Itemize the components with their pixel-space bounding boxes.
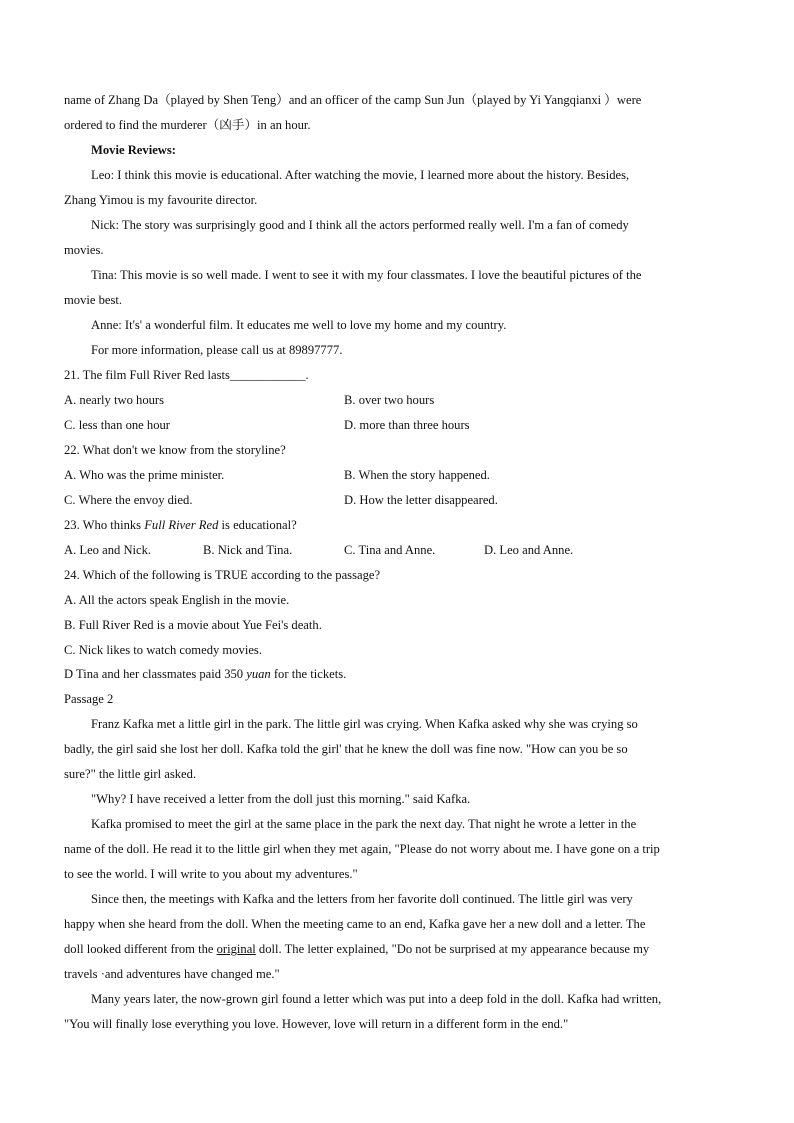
passage2-p4-line-4: travels ·and adventures have changed me." (64, 967, 280, 981)
review-leo-line-2: Zhang Yimou is my favourite director. (64, 193, 258, 207)
review-anne: Anne: It's' a wonderful film. It educates me well to love my home and my country. (91, 318, 507, 332)
q23-stem-post: is educational? (218, 518, 297, 532)
p4-line-3-pre: doll looked different from the (64, 942, 217, 956)
q24-option-b: B. Full River Red is a movie about Yue Fei's death. (64, 618, 322, 632)
review-tina-line-1: Tina: This movie is so well made. I went to see it with my four classmates. I love the beautiful pictures of the (91, 268, 642, 282)
passage2-p3-line-1: Kafka promised to meet the girl at the same place in the park the next day. That night he wrote a letter in the (91, 817, 637, 831)
passage1-line-1: name of Zhang Da（played by Shen Teng）and an officer of the camp Sun Jun（played by Yi Yangqianxi ）were (64, 93, 642, 107)
question-21-stem: 21. The film Full River Red lasts____________. (64, 368, 309, 382)
passage2-p4-line-3 (64, 940, 728, 958)
question-22-options-row-2 (64, 491, 728, 509)
q24-option-c: C. Nick likes to watch comedy movies. (64, 643, 262, 657)
q24-option-d-pre: D Tina and her classmates paid 350 (64, 667, 247, 681)
q24-option-d (64, 665, 728, 683)
passage2-p1-line-3: sure?" the little girl asked. (64, 767, 197, 781)
passage2-title: Passage 2 (64, 692, 114, 706)
review-nick-line-2: movies. (64, 243, 104, 257)
q23-option-b: B. Nick and Tina. (203, 543, 293, 557)
q22-option-c: C. Where the envoy died. (64, 493, 193, 507)
review-nick-line-1: Nick: The story was surprisingly good and I think all the actors performed really well. I'm a fan of comedy (91, 218, 629, 232)
q23-option-a: A. Leo and Nick. (64, 543, 152, 557)
q21-option-c: C. less than one hour (64, 418, 170, 432)
passage1-line-2: ordered to find the murderer（凶手）in an hour. (64, 118, 311, 132)
passage2-p1-line-1: Franz Kafka met a little girl in the park. The little girl was crying. When Kafka asked why she was crying so (91, 717, 638, 731)
passage2-p5-line-2: "You will finally lose everything you love. However, love will return in a different form in the end." (64, 1017, 569, 1031)
p4-line-3-post: doll. The letter explained, "Do not be surprised at my appearance because my (255, 942, 650, 956)
question-21-options-row-1 (64, 391, 728, 409)
q21-option-a: A. nearly two hours (64, 393, 165, 407)
passage2-p1-line-2: badly, the girl said she lost her doll. Kafka told the girl' that he knew the doll was fine now. "How can you be so (64, 742, 628, 756)
contact-info: For more information, please call us at 89897777. (91, 343, 343, 357)
passage2-p4-line-2: happy when she heard from the doll. When the meeting came to an end, Kafka gave her a new doll and a letter. The (64, 917, 646, 931)
reviews-heading: Movie Reviews: (91, 143, 176, 157)
underlined-word-original: original (216, 942, 256, 956)
q24-option-d-italic: yuan (246, 667, 271, 681)
q23-stem-title: Full River Red (144, 518, 219, 532)
review-tina-line-2: movie best. (64, 293, 123, 307)
question-24-stem: 24. Which of the following is TRUE according to the passage? (64, 568, 381, 582)
passage2-p2: "Why? I have received a letter from the doll just this morning." said Kafka. (91, 792, 471, 806)
question-22-options-row-1 (64, 466, 728, 484)
q22-option-d: D. How the letter disappeared. (344, 493, 498, 507)
q23-stem-pre: 23. Who thinks (64, 518, 145, 532)
q22-option-a: A. Who was the prime minister. (64, 468, 225, 482)
passage2-p3-line-2: name of the doll. He read it to the little girl when they met again, "Please do not worry about me. I have gone on a trip (64, 842, 660, 856)
q24-option-d-post: for the tickets. (270, 667, 347, 681)
passage2-p3-line-3: to see the world. I will write to you about my adventures." (64, 867, 358, 881)
q21-option-d: D. more than three hours (344, 418, 470, 432)
passage2-p4-line-1: Since then, the meetings with Kafka and the letters from her favorite doll continued. The little girl was very (91, 892, 633, 906)
question-22-stem: 22. What don't we know from the storyline? (64, 443, 286, 457)
q21-option-b: B. over two hours (344, 393, 435, 407)
question-21-options-row-2 (64, 416, 728, 434)
q23-option-c: C. Tina and Anne. (344, 543, 436, 557)
q24-option-a: A. All the actors speak English in the movie. (64, 593, 290, 607)
q22-option-b: B. When the story happened. (344, 468, 490, 482)
passage2-p5-line-1: Many years later, the now-grown girl found a letter which was put into a deep fold in the doll. Kafka had written, (91, 992, 662, 1006)
review-leo-line-1: Leo: I think this movie is educational. After watching the movie, I learned more about the history. Besides, (91, 168, 630, 182)
q23-option-d: D. Leo and Anne. (484, 543, 574, 557)
question-23-options (64, 541, 728, 559)
question-23-stem (64, 516, 728, 534)
